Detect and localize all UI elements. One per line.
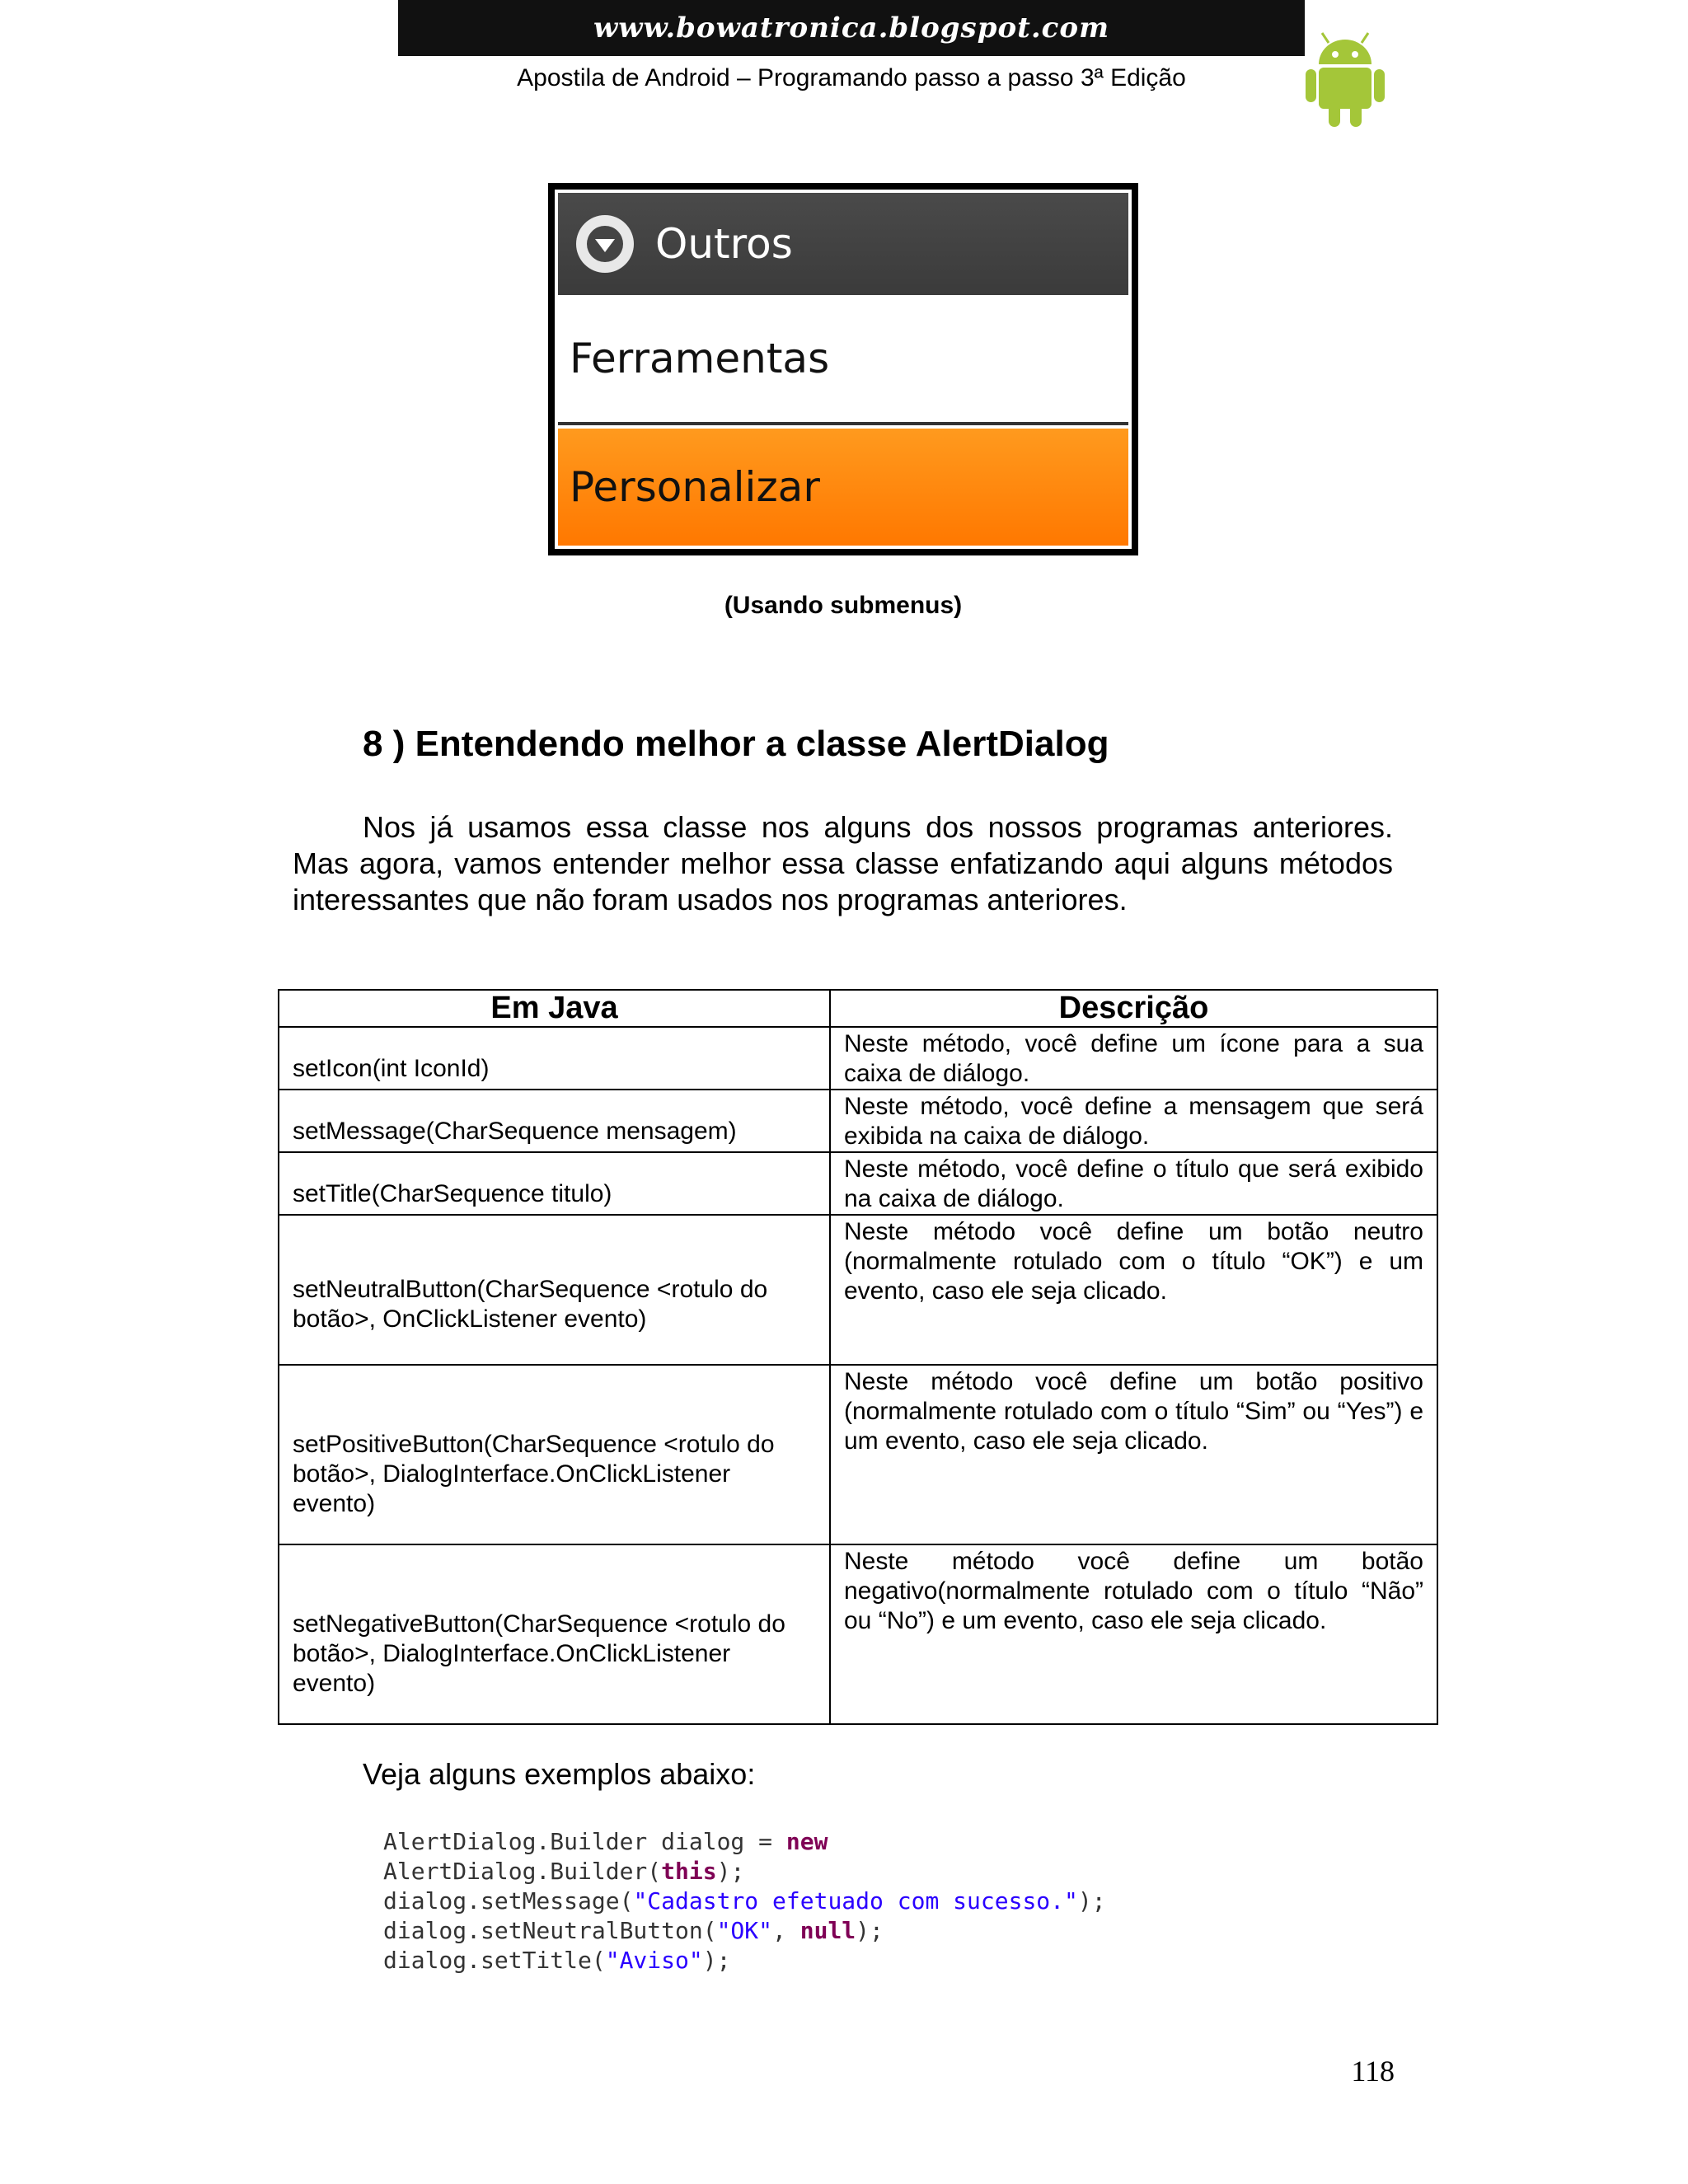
submenu-title: Outros (655, 220, 793, 268)
description-cell: Neste método, você define a mensagem que será exibida na caixa de diálogo. (830, 1090, 1437, 1152)
code-text: dialog.setTitle( (383, 1947, 606, 1974)
code-keyword: this (661, 1858, 717, 1885)
header-subtitle: Apostila de Android – Programando passo a passo 3ª Edição (517, 64, 1186, 91)
column-header-java: Em Java (279, 990, 830, 1027)
code-text: ); (856, 1917, 884, 1944)
intro-paragraph: Nos já usamos essa classe nos alguns dos nossos programas anteriores. Mas agora, vamos entender melhor essa classe enfatizando aqui alguns métodos interessantes que não foram usados nos programas anteriores. (293, 810, 1393, 916)
table-row (279, 1027, 1437, 1090)
code-text: ); (716, 1858, 745, 1885)
table-row (279, 1544, 1437, 1724)
method-cell: setPositiveButton(CharSequence <rotulo do botão>, DialogInterface.OnClickListener evento) (279, 1365, 830, 1544)
examples-intro: Veja alguns exemplos abaixo: (363, 1757, 756, 1791)
menu-item-ferramentas[interactable]: Ferramentas (570, 335, 830, 382)
code-text: ); (702, 1947, 731, 1974)
menu-item-personalizar[interactable]: Personalizar (558, 429, 1128, 546)
table-row (279, 1365, 1437, 1544)
table-row (279, 1090, 1437, 1152)
figure-caption: (Usando submenus) (724, 592, 963, 619)
description-cell: Neste método, você define um ícone para a sua caixa de diálogo. (830, 1027, 1437, 1090)
code-string: "Cadastro efetuado com sucesso." (633, 1887, 1078, 1915)
method-cell: setNegativeButton(CharSequence <rotulo do botão>, DialogInterface.OnClickListener evento) (279, 1544, 830, 1724)
code-keyword: new (785, 1828, 828, 1855)
code-keyword: null (799, 1917, 856, 1944)
submenu-screenshot (548, 183, 1138, 555)
method-cell: setNeutralButton(CharSequence <rotulo do botão>, OnClickListener evento) (279, 1215, 830, 1365)
description-cell: Neste método você define um botão negativo(normalmente rotulado com o título “Não” ou “No”) e um evento, caso ele seja clicado. (830, 1544, 1437, 1724)
page-number: 118 (1351, 2055, 1395, 2088)
code-text: dialog.setNeutralButton( (383, 1917, 717, 1944)
submenu-panel (555, 190, 1132, 549)
chevron-down-circle-icon (576, 215, 634, 273)
description-cell: Neste método você define um botão neutro (normalmente rotulado com o título “OK”) e um evento, caso ele seja clicado. (830, 1215, 1437, 1365)
submenu-header (558, 193, 1128, 295)
column-header-descricao: Descrição (830, 990, 1437, 1027)
table-row (279, 1215, 1437, 1365)
code-text: , (772, 1917, 800, 1944)
method-cell: setTitle(CharSequence titulo) (279, 1152, 830, 1215)
code-text: ); (1077, 1887, 1106, 1915)
table-header-row (279, 990, 1437, 1027)
menu-divider (558, 422, 1128, 425)
header-banner: www.bowatronica.blogspot.com (398, 0, 1305, 56)
description-cell: Neste método, você define o título que será exibido na caixa de diálogo. (830, 1152, 1437, 1215)
table-row (279, 1152, 1437, 1215)
code-text: dialog.setMessage( (383, 1887, 634, 1915)
code-block (383, 1827, 1106, 1975)
code-string: "OK" (716, 1917, 773, 1944)
method-cell: setIcon(int IconId) (279, 1027, 830, 1090)
section-heading: 8 ) Entendendo melhor a classe AlertDialog (363, 724, 1109, 764)
method-cell: setMessage(CharSequence mensagem) (279, 1090, 830, 1152)
android-logo-icon (1301, 25, 1390, 127)
code-string: "Aviso" (605, 1947, 703, 1974)
code-text: AlertDialog.Builder dialog = (383, 1828, 786, 1855)
methods-table (278, 989, 1438, 1725)
code-text: AlertDialog.Builder( (383, 1858, 662, 1885)
description-cell: Neste método você define um botão positivo (normalmente rotulado com o título “Sim” ou “Yes”) e um evento, caso ele seja clicado. (830, 1365, 1437, 1544)
